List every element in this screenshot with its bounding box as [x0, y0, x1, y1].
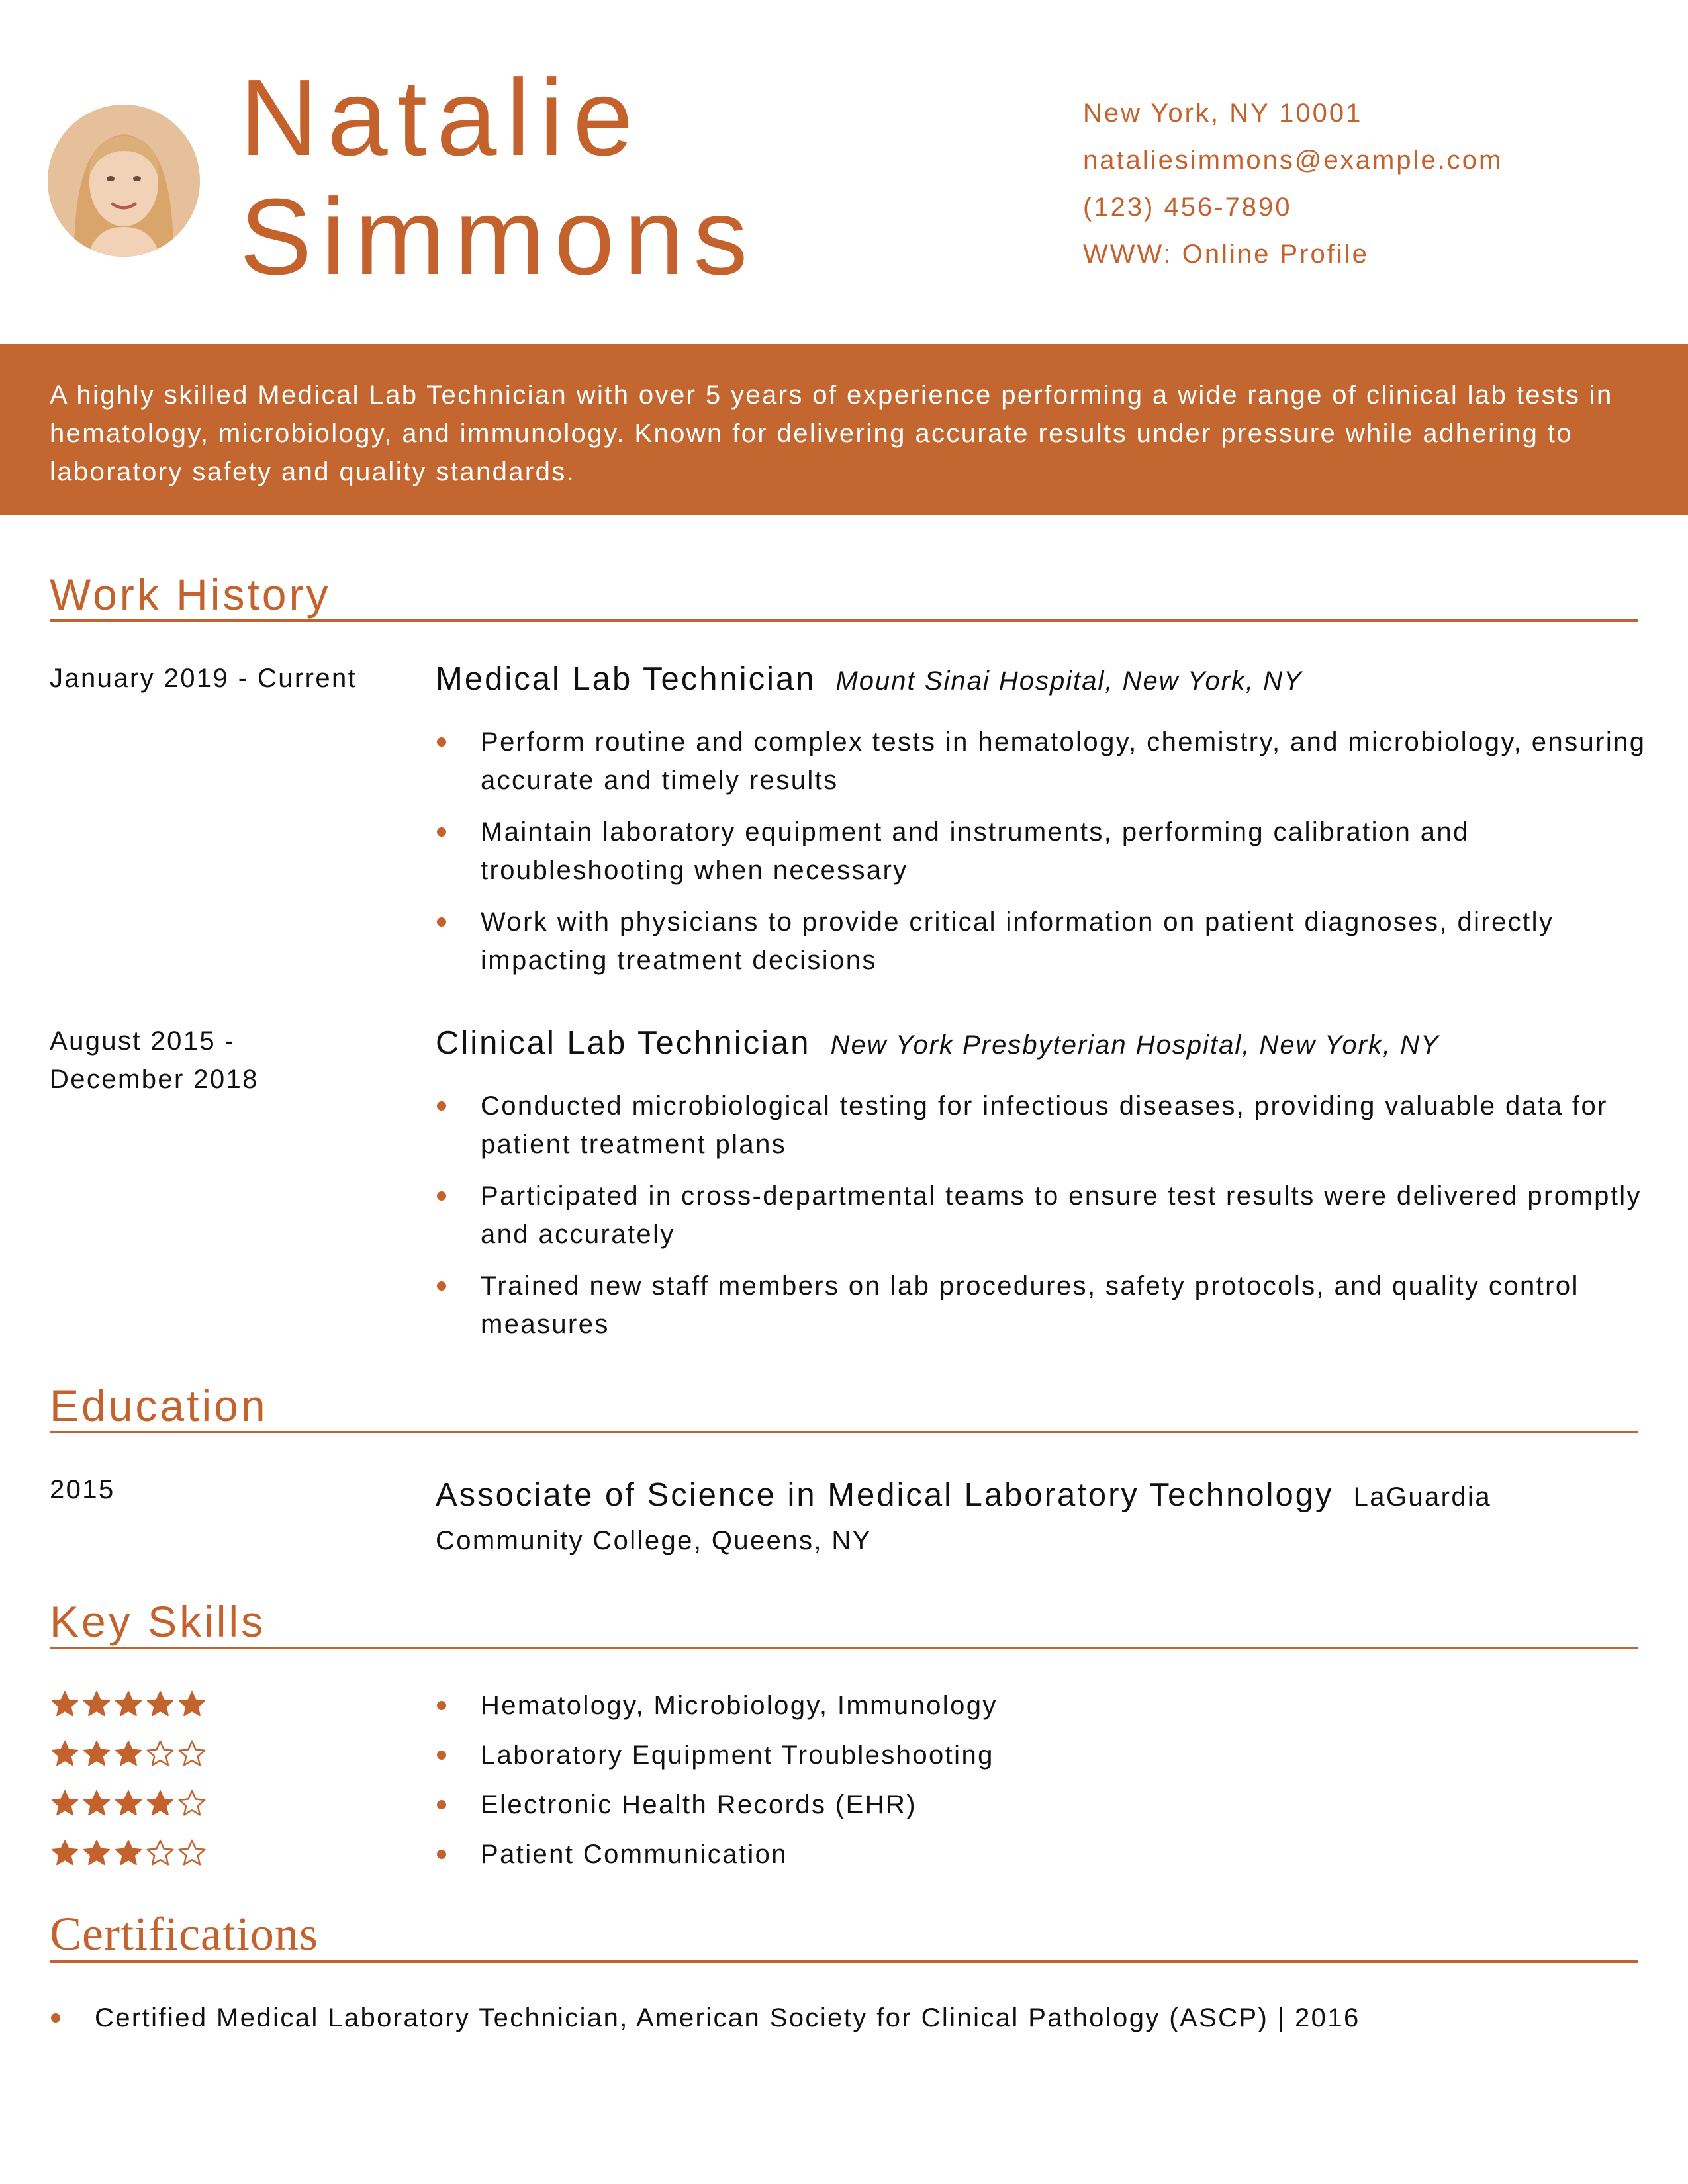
star-filled-icon	[145, 1689, 175, 1719]
star-filled-icon	[113, 1689, 144, 1719]
star-filled-icon	[50, 1739, 80, 1769]
contact-location: New York, NY 10001	[1083, 99, 1363, 128]
job-1-dates: January 2019 - Current	[50, 664, 357, 693]
list-item: Work with physicians to provide critical information on patient diagnoses, directly impacting treatment decisions	[436, 903, 1647, 979]
skill-rating	[50, 1788, 207, 1819]
skill-row	[50, 1835, 1638, 1885]
profile-photo	[48, 105, 200, 257]
star-filled-icon	[81, 1788, 112, 1819]
star-empty-icon	[145, 1739, 175, 1769]
skills-heading: Key Skills	[50, 1597, 266, 1646]
skill-rating	[50, 1838, 207, 1868]
job-2-bullets	[436, 1087, 1647, 1357]
job-2-title: Clinical Lab Technician	[436, 1025, 811, 1061]
list-item: Perform routine and complex tests in hematology, chemistry, and microbiology, ensuring accurate and timely results	[436, 723, 1647, 799]
contact-website[interactable]: WWW: Online Profile	[1083, 240, 1369, 269]
skill-rating	[50, 1739, 207, 1769]
skill-row	[50, 1736, 1638, 1786]
list-item: Maintain laboratory equipment and instruments, performing calibration and troubleshooting when necessary	[436, 813, 1647, 889]
star-filled-icon	[50, 1689, 80, 1719]
education-year: 2015	[50, 1475, 115, 1504]
work-history-divider	[50, 619, 1638, 622]
skill-row	[50, 1686, 1638, 1736]
list-item: Participated in cross-departmental teams to ensure test results were delivered promptly and accurately	[436, 1177, 1647, 1253]
education-degree: Associate of Science in Medical Laboratory Technology	[436, 1477, 1334, 1513]
skill-label: Patient Communication	[436, 1835, 788, 1874]
skill-label: Electronic Health Records (EHR)	[436, 1786, 917, 1824]
skills-divider	[50, 1647, 1638, 1649]
star-filled-icon	[81, 1689, 112, 1719]
certifications-heading: Certifications	[50, 1907, 318, 1960]
skills-list	[50, 1686, 1638, 1885]
list-item: Trained new staff members on lab procedures, safety protocols, and quality control measures	[436, 1267, 1647, 1343]
contact-info	[1083, 90, 1503, 278]
skill-label: Hematology, Microbiology, Immunology	[436, 1686, 998, 1725]
job-1-bullets	[436, 723, 1647, 993]
work-history-heading: Work History	[50, 570, 331, 619]
candidate-name	[240, 58, 757, 296]
job-1-title: Medical Lab Technician	[436, 661, 816, 697]
star-filled-icon	[113, 1838, 144, 1868]
star-empty-icon	[177, 1838, 207, 1868]
star-filled-icon	[81, 1838, 112, 1868]
star-filled-icon	[177, 1689, 207, 1719]
skill-row	[50, 1786, 1638, 1835]
star-empty-icon	[177, 1739, 207, 1769]
education-entry	[436, 1473, 1647, 1563]
first-name: Natalie	[240, 57, 643, 178]
education-school: LaGuardia Community College, Queens, NY	[436, 1482, 1491, 1555]
certification-item: Certified Medical Laboratory Technician, American Society for Clinical Pathology (ASCP) | 2016	[50, 1999, 1360, 2037]
star-filled-icon	[145, 1788, 175, 1819]
job-1-org: Mount Sinai Hospital, New York, NY	[835, 666, 1303, 696]
star-empty-icon	[145, 1838, 175, 1868]
certifications-divider	[50, 1960, 1638, 1963]
star-filled-icon	[50, 1788, 80, 1819]
skill-rating	[50, 1689, 207, 1719]
star-filled-icon	[81, 1739, 112, 1769]
job-2-heading	[436, 1024, 1440, 1062]
job-1-heading	[436, 660, 1303, 698]
contact-phone[interactable]: (123) 456-7890	[1083, 193, 1292, 222]
education-divider	[50, 1431, 1638, 1433]
education-heading: Education	[50, 1381, 268, 1430]
star-filled-icon	[113, 1788, 144, 1819]
star-filled-icon	[50, 1838, 80, 1868]
last-name: Simmons	[240, 176, 757, 297]
summary-text: A highly skilled Medical Lab Technician with over 5 years of experience performing a wide range of clinical lab tests in hematology, microbiology, and immunology. Known for delivering accurate results under pressure while adhering to laboratory safety and quality standards.	[50, 381, 1613, 486]
skill-label: Laboratory Equipment Troubleshooting	[436, 1736, 994, 1774]
contact-email[interactable]: nataliesimmons@example.com	[1083, 146, 1503, 175]
star-empty-icon	[177, 1788, 207, 1819]
job-2-org: New York Presbyterian Hospital, New York, NY	[830, 1030, 1440, 1060]
star-filled-icon	[113, 1739, 144, 1769]
summary-banner	[0, 344, 1688, 515]
job-2-dates: August 2015 - December 2018	[50, 1026, 259, 1094]
list-item: Conducted microbiological testing for infectious diseases, providing valuable data for patient treatment plans	[436, 1087, 1647, 1163]
